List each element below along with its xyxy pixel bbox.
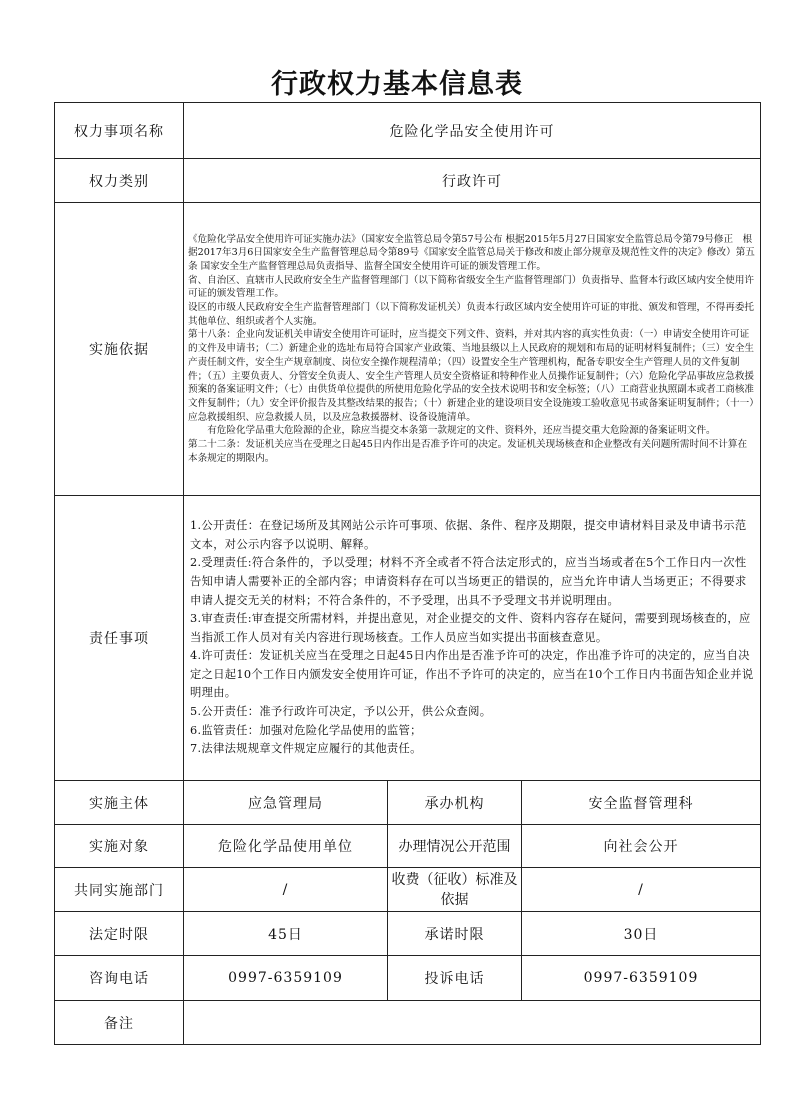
info-table [54, 102, 761, 1045]
label-joint-dept: 共同实施部门 [55, 868, 184, 912]
label-legal-limit: 法定时限 [55, 912, 184, 956]
value-object: 危险化学品使用单位 [184, 825, 388, 868]
row-time-limit [55, 912, 761, 956]
value-responsibility [184, 496, 761, 781]
row-subject [55, 781, 761, 825]
responsibility-item: 1.公开责任：在登记场所及其网站公示许可事项、依据、条件、程序及期限，提交申请材料目录及申请书示范文本，对公示内容予以说明、解释。 [190, 519, 747, 551]
value-power-category: 行政许可 [184, 159, 761, 203]
value-fee-standard: / [522, 868, 761, 912]
responsibility-item: 2.受理责任:符合条件的，予以受理；材料不齐全或者不符合法定形式的，应当当场或者在5个工作日内一次性告知申请人需要补正的全部内容；申请资料存在可以当场更正的错误的，应当允许申请人当场更正；不得要求申请人提交无关的材料；不符合条件的，不予受理，出具不予受理文书并说明理由。 [190, 556, 747, 607]
label-power-name: 权力事项名称 [55, 103, 184, 159]
label-subject: 实施主体 [55, 781, 184, 825]
responsibility-item: 5.公开责任：准予行政许可决定，予以公开，供公众查阅。 [190, 705, 492, 719]
row-power-name [55, 103, 761, 159]
value-subject: 应急管理局 [184, 781, 388, 825]
row-responsibility [55, 496, 761, 781]
row-remark [55, 1001, 761, 1045]
label-handling-org: 承办机构 [388, 781, 522, 825]
value-disclosure-scope: 向社会公开 [522, 825, 761, 868]
row-basis [55, 203, 761, 496]
value-power-name: 危险化学品安全使用许可 [184, 103, 761, 159]
label-consult-phone: 咨询电话 [55, 956, 184, 1001]
label-complaint-phone: 投诉电话 [388, 956, 522, 1001]
responsibility-item: 3.审查责任:审查提交所需材料，并提出意见，对企业提交的文件、资料内容存在疑问，需要到现场核查的，应当指派工作人员对有关内容进行现场核查。工作人员应当如实提出书面核查意见。 [190, 612, 751, 644]
label-power-category: 权力类别 [55, 159, 184, 203]
value-consult-phone: 0997-6359109 [184, 956, 388, 1001]
value-complaint-phone: 0997-6359109 [522, 956, 761, 1001]
row-power-category [55, 159, 761, 203]
basis-paragraph: 省、自治区、直辖市人民政府安全生产监督管理部门（以下简称省级安全生产监督管理部门）负责指导、监督本行政区域内安全使用许可证的颁发管理工作。 [188, 274, 755, 300]
value-legal-limit: 45日 [184, 912, 388, 956]
value-basis [184, 203, 761, 496]
basis-paragraph: 有危险化学品重大危险源的企业，除应当提交本条第一款规定的文件、资料外，还应当提交重大危险源的备案证明文件。 [207, 425, 716, 437]
value-remark [184, 1001, 761, 1045]
basis-paragraph: 第二十二条：发证机关应当在受理之日起45日内作出是否准予许可的决定。发证机关现场核查和企业整改有关问题所需时间不计算在本条规定的期限内。 [188, 439, 748, 464]
responsibility-item: 7.法律法规规章文件规定应履行的其他责任。 [190, 742, 422, 756]
label-basis: 实施依据 [55, 203, 184, 496]
row-object [55, 825, 761, 868]
label-fee-standard: 收费（征收）标准及依据 [388, 868, 522, 912]
page-title: 行政权力基本信息表 [271, 69, 523, 100]
label-disclosure-scope: 办理情况公开范围 [388, 825, 522, 868]
label-object: 实施对象 [55, 825, 184, 868]
responsibility-item: 6.监管责任：加强对危险化学品使用的监管； [190, 723, 422, 737]
basis-paragraph: 《危险化学品安全使用许可证实施办法》（国家安全监管总局令第57号公布 根据2015年5月27日国家安全监管总局令第79号修正 根据2017年3月6日国家安全生产监督管理总局令第89号《国家安全监管总局关于修改和废止部分规章及规范性文件的决定》修改）第五条 国家安全生产监督管理总局负责指导、监督全国安全使用许可证的颁发管理工作。 [188, 233, 755, 272]
value-promised-limit: 30日 [522, 912, 761, 956]
basis-paragraph: 第十八条：企业向发证机关申请安全使用许可证时，应当提交下列文件、资料，并对其内容的真实性负责：（一）申请安全使用许可证的文件及申请书；（二）新建企业的选址布局符合国家产业政策、当地县级以上人民政府的规划和布局的证明材料复制件；（三）安全生产责任制文件，安全生产规章制度、岗位安全操作规程清单；（四）设置安全生产管理机构，配备专职安全生产管理人员的文件复制件；（五）主要负责人、分管安全负责人、安全生产管理人员安全资格证和特种作业人员操作证复制件；（六）危险化学品事故应急救援预案的备案证明文件；（七）由供货单位提供的所使用危险化学品的安全技术说明书和安全标签；（八）工商营业执照副本或者工商核准文件复制件；（九）安全评价报告及其整改结果的报告；（十）新建企业的建设项目安全设施竣工验收意见书或备案证明复制件；（十一）应急救援组织、应急救援人员，以及应急救援器材、设备设施清单。 [188, 329, 755, 423]
value-handling-org: 安全监督管理科 [522, 781, 761, 825]
row-joint [55, 868, 761, 912]
basis-paragraph: 设区的市级人民政府安全生产监督管理部门（以下简称发证机关）负责本行政区域内安全使用许可证的审批、颁发和管理，不得再委托其他单位、组织或者个人实施。 [188, 302, 755, 327]
value-joint-dept: / [184, 868, 388, 912]
label-promised-limit: 承诺时限 [388, 912, 522, 956]
responsibility-item: 4.许可责任：发证机关应当在受理之日起45日内作出是否准予许可的决定，作出准予许可的决定的，应当自决定之日起10个工作日内颁发安全使用许可证，作出不予许可的决定的，应当在10个工作日内书面告知企业并说明理由。 [190, 649, 754, 700]
label-responsibility: 责任事项 [55, 496, 184, 781]
row-phone [55, 956, 761, 1001]
label-remark: 备注 [55, 1001, 184, 1045]
